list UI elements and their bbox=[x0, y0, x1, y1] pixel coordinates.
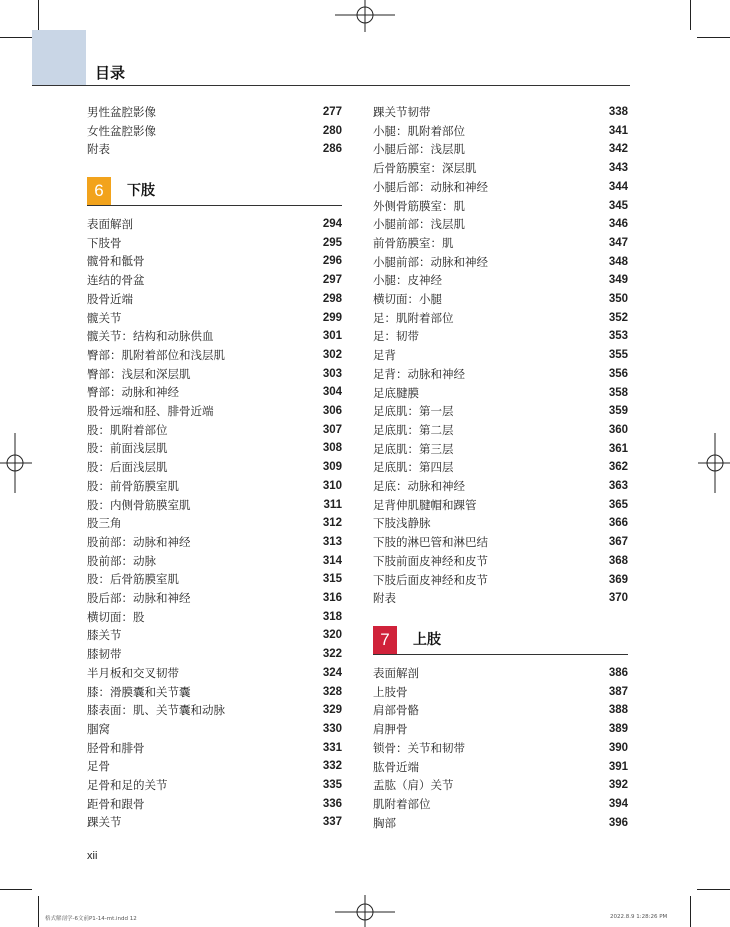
toc-entry-title: 附表 bbox=[373, 591, 396, 606]
toc-entry bbox=[87, 757, 342, 775]
toc-entry-title: 足底腱膜 bbox=[373, 385, 419, 400]
toc-entry-title: 足底肌：第一层 bbox=[373, 404, 454, 419]
toc-entry bbox=[373, 384, 628, 402]
toc-entry bbox=[373, 140, 628, 158]
toc-entry-page: 336 bbox=[322, 797, 342, 810]
toc-entry bbox=[87, 570, 342, 588]
toc-entry-title: 股三角 bbox=[87, 516, 122, 531]
toc-entry bbox=[87, 421, 342, 439]
toc-entry-page: 277 bbox=[322, 106, 342, 118]
toc-entry-title: 距骨和跟骨 bbox=[87, 796, 145, 811]
toc-entry-title: 股：前面浅层肌 bbox=[87, 441, 168, 456]
section-heading-6 bbox=[87, 177, 342, 205]
toc-entry-page: 306 bbox=[322, 405, 342, 417]
toc-entry-page: 320 bbox=[322, 629, 342, 642]
crop-mark bbox=[0, 37, 32, 38]
crop-mark bbox=[690, 896, 691, 927]
toc-entry-page: 359 bbox=[608, 405, 628, 418]
toc-entry-page: 367 bbox=[608, 536, 628, 549]
toc-entry-page: 355 bbox=[608, 349, 628, 362]
toc-entry-page: 316 bbox=[322, 592, 342, 604]
toc-entry bbox=[373, 103, 628, 121]
toc-entry-title: 足骨 bbox=[87, 759, 110, 774]
toc-entry-page: 302 bbox=[322, 348, 342, 361]
crop-mark bbox=[38, 896, 39, 927]
toc-entry bbox=[373, 327, 628, 345]
toc-entry-title: 足底肌：第四层 bbox=[373, 460, 454, 475]
toc-entry-title: 下肢的淋巴管和淋巴结 bbox=[373, 535, 488, 550]
toc-entry bbox=[373, 496, 628, 514]
toc-entry-page: 309 bbox=[322, 461, 342, 474]
toc-entry-title: 臀部：肌附着部位和浅层肌 bbox=[87, 347, 225, 362]
toc-entry bbox=[373, 234, 628, 252]
toc-entry-title: 表面解剖 bbox=[87, 217, 133, 231]
toc-entry-title: 臀部：动脉和神经 bbox=[87, 385, 179, 400]
toc-entry bbox=[373, 589, 628, 607]
toc-entry-title: 膝韧带 bbox=[87, 647, 122, 662]
toc-entry-title: 胫骨和腓骨 bbox=[87, 740, 145, 755]
toc-entry-page: 347 bbox=[608, 236, 628, 249]
toc-entry-title: 小腿后部：动脉和神经 bbox=[373, 179, 488, 194]
toc-entry bbox=[87, 496, 342, 514]
toc-entry-page: 307 bbox=[322, 423, 342, 436]
toc-entry-page: 388 bbox=[608, 704, 628, 717]
toc-entry bbox=[373, 290, 628, 308]
toc-entry-page: 389 bbox=[608, 723, 628, 736]
toc-entry bbox=[87, 402, 342, 420]
toc-entry-page: 369 bbox=[608, 573, 628, 586]
registration-mark-bottom bbox=[335, 895, 395, 927]
toc-entry-page: 314 bbox=[322, 554, 342, 567]
toc-entry bbox=[373, 514, 628, 532]
toc-entry-page: 363 bbox=[608, 480, 628, 492]
toc-entry bbox=[373, 758, 628, 776]
toc-entry-title: 足骨和足的关节 bbox=[87, 778, 168, 792]
toc-entry bbox=[87, 365, 342, 383]
toc-entry-title: 横切面：小腿 bbox=[373, 292, 442, 306]
toc-entry-title: 后骨筋膜室：深层肌 bbox=[373, 161, 477, 176]
toc-entry-title: 足背：动脉和神经 bbox=[373, 366, 465, 381]
toc-entry-title: 盂肱（肩）关节 bbox=[373, 778, 454, 793]
toc-entry-title: 肩部骨骼 bbox=[373, 703, 419, 718]
toc-entry bbox=[87, 309, 342, 327]
toc-entry-page: 301 bbox=[322, 330, 342, 343]
toc-entry bbox=[373, 365, 628, 383]
toc-entry bbox=[87, 477, 342, 495]
toc-entry-title: 肩胛骨 bbox=[373, 722, 408, 737]
toc-entry bbox=[87, 720, 342, 738]
crop-mark bbox=[697, 37, 730, 38]
toc-entry-page: 295 bbox=[322, 236, 342, 249]
toc-entry-title: 表面解剖 bbox=[373, 666, 419, 680]
toc-entry bbox=[87, 514, 342, 532]
toc-entry-page: 361 bbox=[608, 442, 628, 455]
toc-entry-title: 女性盆腔影像 bbox=[87, 123, 156, 138]
crop-mark bbox=[38, 0, 39, 30]
toc-entry-page: 394 bbox=[608, 797, 628, 810]
toc-entry-title: 附表 bbox=[87, 142, 110, 157]
toc-entry-page: 368 bbox=[608, 554, 628, 567]
toc-entry-title: 小腿前部：浅层肌 bbox=[373, 217, 465, 232]
toc-entry bbox=[87, 683, 342, 701]
toc-entry-page: 390 bbox=[608, 741, 628, 754]
page-number: xii bbox=[87, 850, 98, 862]
toc-entry bbox=[373, 683, 628, 701]
toc-entry-title: 足：肌附着部位 bbox=[373, 310, 454, 325]
toc-entry-page: 298 bbox=[322, 292, 342, 305]
section-rule bbox=[87, 205, 342, 206]
toc-entry bbox=[373, 253, 628, 271]
header-rule bbox=[32, 85, 630, 86]
toc-entry bbox=[87, 140, 342, 158]
toc-entry-page: 362 bbox=[608, 461, 628, 474]
toc-entry-title: 前骨筋膜室：肌 bbox=[373, 235, 454, 250]
toc-entry-title: 股：前骨筋膜室肌 bbox=[87, 478, 179, 493]
toc-entry-page: 386 bbox=[608, 667, 628, 679]
toc-entry bbox=[87, 552, 342, 570]
toc-entry-page: 337 bbox=[322, 816, 342, 829]
toc-entry-title: 股前部：动脉和神经 bbox=[87, 534, 191, 549]
toc-entry-page: 392 bbox=[608, 779, 628, 792]
toc-entry bbox=[373, 720, 628, 738]
toc-entry bbox=[373, 533, 628, 551]
toc-entry-title: 横切面：股 bbox=[87, 609, 145, 624]
toc-entry-title: 膝表面：肌、关节囊和动脉 bbox=[87, 703, 225, 718]
toc-entry-page: 360 bbox=[608, 423, 628, 436]
toc-entry-page: 358 bbox=[608, 386, 628, 399]
toc-entry bbox=[373, 739, 628, 757]
toc-entry bbox=[87, 252, 342, 270]
toc-entry bbox=[87, 103, 342, 121]
toc-entry-title: 股前部：动脉 bbox=[87, 553, 156, 568]
toc-entry bbox=[373, 178, 628, 196]
toc-entry-page: 346 bbox=[608, 218, 628, 231]
toc-entry bbox=[87, 290, 342, 308]
section-title: 上肢 bbox=[413, 632, 441, 648]
toc-entry bbox=[373, 795, 628, 813]
toc-entry-page: 331 bbox=[322, 741, 342, 754]
toc-entry-page: 345 bbox=[608, 199, 628, 212]
toc-entry bbox=[87, 645, 342, 663]
toc-entry-page: 315 bbox=[322, 573, 342, 586]
section-title: 下肢 bbox=[127, 183, 155, 199]
toc-entry bbox=[373, 701, 628, 719]
toc-entry-page: 294 bbox=[322, 218, 342, 230]
toc-entry bbox=[87, 795, 342, 813]
toc-entry-title: 小腿：肌附着部位 bbox=[373, 123, 465, 138]
registration-mark-left bbox=[0, 433, 32, 493]
toc-entry-page: 348 bbox=[608, 255, 628, 268]
toc-entry-page: 349 bbox=[608, 274, 628, 287]
toc-entry-title: 下肢前面皮神经和皮节 bbox=[373, 553, 488, 568]
toc-entry-title: 膝关节 bbox=[87, 628, 122, 643]
toc-entry bbox=[373, 814, 628, 832]
toc-entry-title: 髋骨和骶骨 bbox=[87, 254, 145, 269]
toc-entry bbox=[87, 533, 342, 551]
toc-entry-page: 356 bbox=[608, 367, 628, 380]
section-number-badge: 7 bbox=[373, 626, 397, 654]
toc-entry bbox=[87, 776, 342, 794]
crop-mark bbox=[697, 889, 730, 890]
toc-entry-page: 338 bbox=[608, 106, 628, 118]
toc-entry-page: 328 bbox=[322, 685, 342, 698]
toc-entry-page: 296 bbox=[322, 255, 342, 268]
toc-entry-title: 胸部 bbox=[373, 815, 396, 830]
toc-entry bbox=[87, 608, 342, 626]
toc-entry-page: 329 bbox=[322, 704, 342, 717]
slug-left: 格式解剖学-6文前P1-14-mt.indd 12 bbox=[45, 916, 137, 922]
toc-entry-page: 304 bbox=[322, 386, 342, 399]
section-rule bbox=[373, 654, 628, 655]
toc-entry-title: 髋关节：结构和动脉供血 bbox=[87, 329, 214, 344]
toc-entry-title: 外侧骨筋膜室：肌 bbox=[373, 198, 465, 213]
toc-entry-page: 311 bbox=[323, 498, 342, 511]
toc-entry bbox=[373, 421, 628, 439]
slug-right: 2022.8.9 1:28:26 PM bbox=[610, 914, 668, 920]
toc-entry-page: 280 bbox=[322, 124, 342, 137]
toc-entry bbox=[373, 776, 628, 794]
toc-entry-title: 小腿前部：动脉和神经 bbox=[373, 254, 488, 269]
toc-entry-title: 锁骨：关节和韧带 bbox=[373, 740, 465, 755]
toc-entry-title: 足：韧带 bbox=[373, 329, 419, 344]
toc-entry bbox=[87, 589, 342, 607]
toc-entry-title: 足背 bbox=[373, 348, 396, 363]
toc-entry-title: 踝关节 bbox=[87, 815, 122, 830]
toc-entry-page: 312 bbox=[322, 517, 342, 530]
toc-entry-title: 髋关节 bbox=[87, 310, 122, 325]
toc-entry-page: 303 bbox=[322, 367, 342, 380]
toc-entry bbox=[87, 813, 342, 831]
toc-entry bbox=[373, 215, 628, 233]
toc-entry-title: 踝关节韧带 bbox=[373, 105, 431, 119]
toc-entry-title: 男性盆腔影像 bbox=[87, 105, 156, 119]
toc-entry-page: 335 bbox=[322, 779, 342, 791]
toc-entry-page: 286 bbox=[322, 143, 342, 156]
toc-entry-page: 313 bbox=[322, 535, 342, 548]
toc-entry-title: 小腿：皮神经 bbox=[373, 273, 442, 288]
toc-entry bbox=[87, 458, 342, 476]
toc-entry bbox=[87, 346, 342, 364]
toc-entry-title: 足底肌：第三层 bbox=[373, 441, 454, 456]
registration-mark-right bbox=[698, 433, 730, 493]
toc-entry-title: 小腿后部：浅层肌 bbox=[373, 142, 465, 157]
toc-entry-title: 股骨近端 bbox=[87, 291, 133, 306]
toc-entry-title: 膝：滑膜囊和关节囊 bbox=[87, 684, 191, 699]
toc-entry bbox=[373, 552, 628, 570]
toc-entry-page: 343 bbox=[608, 162, 628, 175]
section-number-badge: 6 bbox=[87, 177, 111, 205]
toc-entry-page: 308 bbox=[322, 442, 342, 455]
toc-entry-page: 297 bbox=[322, 274, 342, 287]
toc-entry bbox=[373, 440, 628, 458]
toc-entry bbox=[373, 458, 628, 476]
page-title: 目录 bbox=[95, 64, 126, 82]
toc-entry bbox=[87, 664, 342, 682]
toc-entry bbox=[87, 383, 342, 401]
toc-entry-page: 387 bbox=[608, 685, 628, 698]
toc-entry-title: 下肢浅静脉 bbox=[373, 516, 431, 531]
toc-entry bbox=[87, 739, 342, 757]
toc-entry bbox=[373, 571, 628, 589]
toc-entry bbox=[87, 215, 342, 233]
toc-entry-title: 半月板和交叉韧带 bbox=[87, 665, 179, 680]
toc-entry bbox=[87, 327, 342, 345]
toc-entry-title: 股后部：动脉和神经 bbox=[87, 591, 191, 605]
toc-entry-title: 上肢骨 bbox=[373, 684, 408, 699]
toc-entry-page: 366 bbox=[608, 517, 628, 530]
toc-entry-title: 股：后骨筋膜室肌 bbox=[87, 572, 179, 587]
toc-entry-page: 352 bbox=[608, 311, 628, 324]
toc-entry bbox=[87, 701, 342, 719]
toc-entry-page: 310 bbox=[322, 479, 342, 492]
toc-entry-title: 肌附着部位 bbox=[373, 796, 431, 811]
toc-entry-title: 下肢后面皮神经和皮节 bbox=[373, 572, 488, 587]
toc-entry bbox=[373, 309, 628, 327]
toc-entry-title: 股：肌附着部位 bbox=[87, 422, 168, 437]
toc-entry-title: 股：后面浅层肌 bbox=[87, 460, 168, 475]
toc-entry-page: 299 bbox=[322, 311, 342, 324]
toc-entry bbox=[373, 159, 628, 177]
toc-entry-page: 350 bbox=[608, 293, 628, 305]
toc-entry-title: 连结的骨盆 bbox=[87, 273, 145, 288]
toc-entry-page: 332 bbox=[322, 760, 342, 773]
toc-entry bbox=[373, 122, 628, 140]
toc-entry bbox=[87, 626, 342, 644]
section-heading-7 bbox=[373, 626, 628, 654]
toc-entry bbox=[373, 197, 628, 215]
crop-mark bbox=[0, 889, 32, 890]
toc-entry-page: 322 bbox=[322, 648, 342, 661]
toc-entry-page: 396 bbox=[608, 816, 628, 829]
toc-entry-title: 下肢骨 bbox=[87, 235, 122, 250]
toc-entry bbox=[87, 271, 342, 289]
toc-entry-title: 腘窝 bbox=[87, 721, 110, 736]
toc-entry-page: 318 bbox=[322, 610, 342, 623]
toc-entry-page: 341 bbox=[608, 124, 628, 137]
toc-entry bbox=[87, 439, 342, 457]
toc-entry-page: 353 bbox=[608, 330, 628, 343]
toc-entry-title: 股骨远端和胫、腓骨近端 bbox=[87, 404, 214, 418]
toc-entry-title: 臀部：浅层和深层肌 bbox=[87, 366, 191, 381]
registration-mark-top bbox=[335, 0, 395, 32]
toc-entry-page: 344 bbox=[608, 180, 628, 193]
toc-entry-title: 股：内侧骨筋膜室肌 bbox=[87, 497, 191, 512]
toc-entry-title: 足背伸肌腱帽和踝管 bbox=[373, 497, 477, 512]
toc-entry bbox=[373, 477, 628, 495]
toc-entry-title: 足底：动脉和神经 bbox=[373, 479, 465, 493]
toc-entry bbox=[373, 346, 628, 364]
toc-entry-title: 足底肌：第二层 bbox=[373, 422, 454, 437]
toc-entry bbox=[373, 664, 628, 682]
toc-entry bbox=[87, 122, 342, 140]
toc-entry bbox=[373, 402, 628, 420]
toc-entry-page: 330 bbox=[322, 722, 342, 735]
toc-entry-page: 342 bbox=[608, 143, 628, 156]
toc-entry-title: 肱骨近端 bbox=[373, 759, 419, 774]
toc-entry-page: 365 bbox=[608, 498, 628, 511]
toc-entry-page: 391 bbox=[608, 760, 628, 773]
header-color-block bbox=[32, 30, 86, 85]
toc-entry-page: 324 bbox=[322, 666, 342, 679]
toc-entry-page: 370 bbox=[608, 592, 628, 605]
toc-entry bbox=[87, 234, 342, 252]
crop-mark bbox=[690, 0, 691, 30]
toc-entry bbox=[373, 271, 628, 289]
